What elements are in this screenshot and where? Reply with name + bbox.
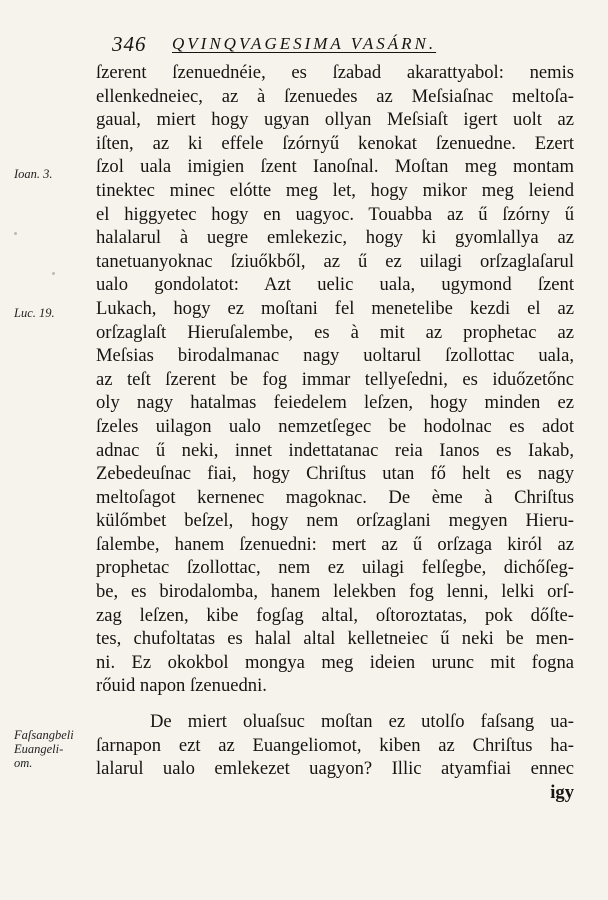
text-line: iſten, az ki effele ſzórnyű kenokat ſzenuedne. Ezert: [96, 132, 574, 154]
text-line: Meſsias birodalmanac nagy uoltarul ſzollottac uala,: [96, 345, 574, 367]
text-line: adnac ű neki, innet indettatanac reia Ianos es Iakab,: [96, 439, 574, 461]
text-line: meltoſagot kernenec magoknac. De ème à Chriſtus: [96, 486, 574, 508]
text-line: ualo gondolatot: Azt uelic uala, ugymond ſzent: [96, 274, 574, 296]
text-line: Lukach, hogy ez moſtani fel menetelibe kezdi el az: [96, 297, 574, 319]
text-line: halalarul à uegre emlekezic, hogy ki gyomlallya az: [96, 227, 574, 249]
text-line: tanetuanyoknac ſziuőkből, az ű ez uilagi orſzaglaſarul: [96, 250, 574, 272]
text-line: ſalembe, hanem ſzenuedni: mert az ű orſzaga kiról az: [96, 533, 574, 555]
text-line: ellenkedneiec, az à ſzenuedes az Meſsiaſnac meltoſa-: [96, 85, 574, 107]
page-header: [112, 32, 512, 60]
text-line: tinektec minec elótte meg let, hogy mikor meg leiend: [96, 179, 574, 201]
paragraph-gap: [96, 698, 574, 710]
text-line: ſzerent ſzenuednéie, es ſzabad akarattyabol: nemis: [96, 62, 574, 83]
text-line: oly nagy hatalmas feiedelem leſzen, hogy minden ez: [96, 392, 574, 414]
margin-note-fasang-line: Euangeli-: [14, 742, 64, 756]
margin-note-fasang-line: Faſsangbeli: [14, 728, 74, 742]
text-line: ſzol uala imigien ſzent Ianoſnal. Moſtan meg montam: [96, 156, 574, 178]
running-title: QVINQVAGESIMA VASÁRN.: [172, 34, 437, 53]
text-line: lalarul ualo emlekezet uagyon? Illic atyamfiai ennec: [96, 758, 574, 780]
text-line: orſzaglaſt Hieruſalembe, es à mit az prophetac az: [96, 321, 574, 343]
text-line: rőuid napon ſzenuedni.: [96, 675, 267, 697]
text-line: az teſt ſzerent be fog immar tellyeſedni, es iduőzetőnc: [96, 368, 574, 390]
text-line: Zebedeuſnac fiai, hogy Chriſtus utan fő helt es nagy: [96, 463, 574, 485]
text-line: zag leſzen, kibe fogſag altal, oſtoroztatas, pok dőſte-: [96, 604, 574, 626]
paper-speck: [52, 272, 55, 275]
page-number: 346: [112, 32, 147, 56]
margin-note-fasang: [14, 728, 94, 770]
text-line: külőmbet beſzel, hogy nem orſzaglani megyen Hieru-: [96, 510, 574, 532]
text-line: prophetac ſzollottac, nem ez uilagi felſegbe, dichőſeg-: [96, 557, 574, 579]
margin-note-luc: Luc. 19.: [14, 306, 55, 320]
text-line: De miert oluaſsuc moſtan ez utolſo faſsang ua-: [150, 711, 574, 733]
text-line: ſzeles uilagon ualo nemzetſegec be hodolnac es adot: [96, 415, 574, 437]
text-line: ni. Ez okokbol mongya meg ideien urunc mit fogna: [96, 651, 574, 673]
margin-note-fasang-line: om.: [14, 756, 33, 770]
catchword: igy: [550, 781, 574, 803]
margin-note-ioan: Ioan. 3.: [14, 167, 53, 181]
text-line: be, es birodalomba, hanem lelekben fog lenni, lelki orſ-: [96, 581, 574, 603]
body-text: [96, 61, 574, 804]
text-line: gaual, miert hogy ugyan ollyan Meſsiaſt igert uolt az: [96, 109, 574, 131]
text-line: tes, chufoltatas es halal altal kelletneiec ű neki be men-: [96, 628, 574, 650]
text-line: el higgyetec hogy en uagyoc. Touabba az ű ſzórny ű: [96, 203, 574, 225]
paper-speck: [14, 232, 17, 235]
text-line: ſarnapon ezt az Euangeliomot, kiben az Chriſtus ha-: [96, 734, 574, 756]
